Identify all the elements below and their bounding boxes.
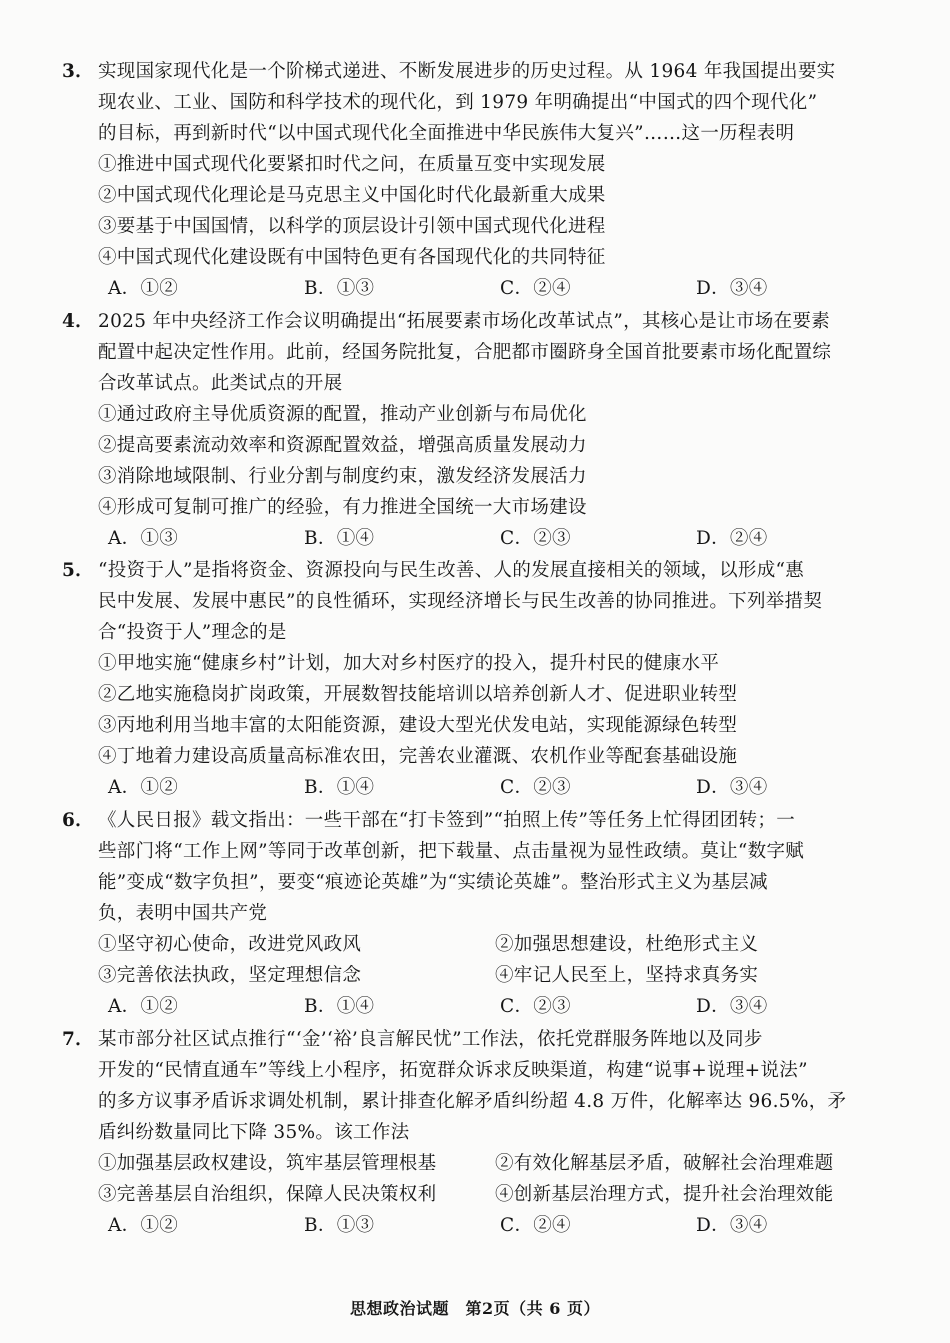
choice-d: D．③④ — [696, 996, 768, 1017]
choice-d: D．②④ — [696, 528, 768, 549]
choice-a: A．①② — [108, 996, 179, 1017]
choice-b: B．①④ — [304, 528, 375, 549]
statement: ③完善基层自治组织，保障人民决策权利 — [98, 1184, 437, 1205]
question-number: 6． — [62, 810, 94, 831]
question-stem: 3． 实现国家现代化是一个阶梯式递进、不断发展进步的历史过程。从 1964 年我国提出要实 现农业、工业、国防和科学技术的现代化，到 1979 年明确提出“中国式的四个现代化” 的目标，再到新时代“以中国式现代化全面推进中华民族伟大复兴”……这一历程表明 — [62, 56, 892, 149]
choice-a: A．①② — [108, 278, 179, 299]
choice-c: C．②③ — [500, 777, 571, 798]
statement: ②中国式现代化理论是马克思主义中国化时代化最新重大成果 — [98, 185, 606, 206]
question-stem: 4． 2025 年中央经济工作会议明确提出“拓展要素市场化改革试点”，其核心是让市场在要素 配置中起决定性作用。此前，经国务院批复，合肥都市圈跻身全国首批要素市场化配置综 合改革试点。此类试点的开展 — [62, 306, 892, 399]
choice-c: C．②③ — [500, 528, 571, 549]
question-number: 3． — [62, 61, 94, 82]
choice-c: C．②④ — [500, 278, 571, 299]
statement: ④丁地着力建设高质量高标准农田，完善农业灌溉、农机作业等配套基础设施 — [98, 746, 738, 767]
choice-c: C．②③ — [500, 996, 571, 1017]
choice-b: B．①④ — [304, 996, 375, 1017]
statement: ④牢记人民至上，坚持求真务实 — [495, 965, 759, 986]
statement: ②提高要素流动效率和资源配置效益，增强高质量发展动力 — [98, 435, 587, 456]
statement: ①甲地实施“健康乡村”计划，加大对乡村医疗的投入，提升村民的健康水平 — [98, 653, 720, 674]
statement: ④中国式现代化建设既有中国特色更有各国现代化的共同特征 — [98, 247, 606, 268]
choice-d: D．③④ — [696, 777, 768, 798]
question-4 — [62, 306, 892, 554]
statement: ③要基于中国国情，以科学的顶层设计引领中国式现代化进程 — [98, 216, 606, 237]
statement: ②乙地实施稳岗扩岗政策，开展数智技能培训以培养创新人才、促进职业转型 — [98, 684, 738, 705]
page-footer: 思想政治试题 第2页（共 6 页） — [350, 1299, 600, 1318]
statement: ②有效化解基层矛盾，破解社会治理难题 — [495, 1153, 834, 1174]
statement-row — [62, 929, 892, 960]
question-stem: 7． 某市部分社区试点推行“‘金’‘裕’良言解民忧”工作法，依托党群服务阵地以及同步 开发的“民情直通车”等线上小程序，拓宽群众诉求反映渠道，构建“说事+说理+说法” 的多方议事矛盾诉求调处机制，累计排查化解矛盾纠纷超 4.8 万件，化解率达 96.5%，矛 盾纠纷数量同比下降 35%。该工作法 — [62, 1024, 892, 1148]
question-5 — [62, 555, 892, 803]
question-number: 5． — [62, 560, 94, 581]
choice-d: D．③④ — [696, 1215, 768, 1236]
answer-choices — [62, 991, 892, 1022]
statement-row — [62, 1148, 892, 1179]
question-stem: 5． “投资于人”是指将资金、资源投向与民生改善、人的发展直接相关的领域，以形成“惠 民中发展、发展中惠民”的良性循环，实现经济增长与民生改善的协同推进。下列举措契 合“投资于人”理念的是 — [62, 555, 892, 648]
statement: ③消除地域限制、行业分割与制度约束，激发经济发展活力 — [98, 466, 587, 487]
question-6 — [62, 805, 892, 1022]
statement: ①通过政府主导优质资源的配置，推动产业创新与布局优化 — [98, 404, 587, 425]
choice-a: A．①③ — [108, 528, 179, 549]
answer-choices — [62, 772, 892, 803]
question-number: 4． — [62, 311, 94, 332]
statement: ③完善依法执政，坚定理想信念 — [98, 965, 362, 986]
choice-a: A．①② — [108, 777, 179, 798]
statement: ③丙地利用当地丰富的太阳能资源，建设大型光伏发电站，实现能源绿色转型 — [98, 715, 738, 736]
statement-row — [62, 1179, 892, 1210]
choice-c: C．②④ — [500, 1215, 571, 1236]
choice-b: B．①③ — [304, 1215, 375, 1236]
choice-b: B．①④ — [304, 777, 375, 798]
question-7 — [62, 1024, 892, 1241]
choice-d: D．③④ — [696, 278, 768, 299]
question-number: 7． — [62, 1029, 94, 1050]
statement: ④创新基层治理方式，提升社会治理效能 — [495, 1184, 834, 1205]
choice-a: A．①② — [108, 1215, 179, 1236]
question-3 — [62, 56, 892, 304]
statement: ②加强思想建设，杜绝形式主义 — [495, 934, 759, 955]
answer-choices — [62, 523, 892, 554]
answer-choices — [62, 1210, 892, 1241]
statement: ①加强基层政权建设，筑牢基层管理根基 — [98, 1153, 437, 1174]
statement: ①坚守初心使命，改进党风政风 — [98, 934, 362, 955]
statement: ①推进中国式现代化要紧扣时代之问，在质量互变中实现发展 — [98, 154, 606, 175]
statement: ④形成可复制可推广的经验，有力推进全国统一大市场建设 — [98, 497, 587, 518]
question-stem: 6． 《人民日报》载文指出：一些干部在“打卡签到”“拍照上传”等任务上忙得团团转；一 些部门将“工作上网”等同于改革创新，把下载量、点击量视为显性政绩。莫让“数字赋 能”变成“数字负担”，要变“痕迹论英雄”为“实绩论英雄”。整治形式主义为基层减 负，表明中国共产党 — [62, 805, 892, 929]
choice-b: B．①③ — [304, 278, 375, 299]
statement-row — [62, 960, 892, 991]
answer-choices — [62, 273, 892, 304]
